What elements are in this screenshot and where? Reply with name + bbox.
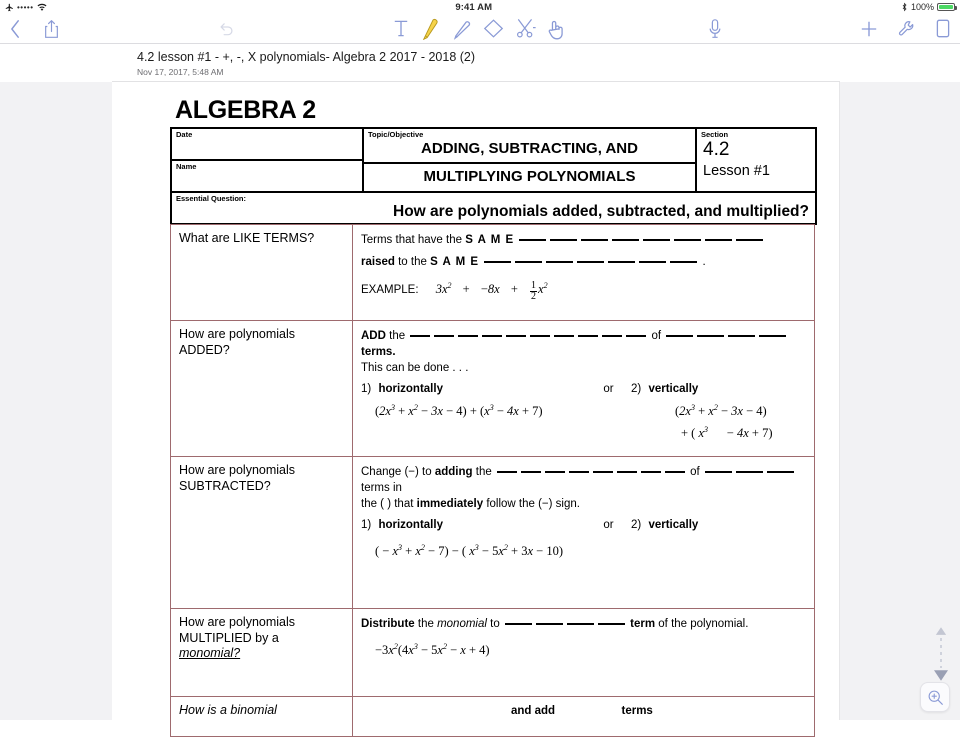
topic-label: Topic/Objective: [368, 130, 424, 139]
added-or: or: [603, 383, 614, 395]
question-text: How is a binomial: [179, 703, 277, 717]
mult-bold: Distribute: [361, 618, 415, 630]
table-row[interactable]: [171, 457, 815, 609]
section-label: Section: [701, 130, 729, 139]
table-row[interactable]: [171, 697, 815, 737]
paper-page[interactable]: [112, 82, 840, 720]
monomial-word: monomial?: [179, 646, 241, 660]
add-of: of: [651, 330, 662, 342]
notes-table: [170, 224, 815, 737]
sub-lead-a: Change (−) to: [361, 466, 432, 478]
zoom-button[interactable]: [920, 682, 950, 712]
section-number: 4.2: [703, 139, 730, 160]
wrench-icon[interactable]: [898, 20, 916, 38]
name-label: Name: [176, 162, 197, 171]
sub-option-1: [361, 517, 586, 533]
table-row[interactable]: [171, 609, 815, 697]
question-text: How are polynomials: [179, 463, 296, 477]
added-option-1: [361, 381, 586, 397]
blank-group-2: [664, 330, 788, 342]
like-terms-example: [361, 278, 806, 302]
page-navigator[interactable]: [934, 627, 948, 681]
question-text: What are LIKE TERMS?: [179, 231, 315, 245]
opt1-label: horizontally: [378, 383, 443, 395]
question-cell-subtracted: [171, 457, 353, 609]
sub-lead: [361, 463, 806, 496]
toolbar-left-group: [0, 19, 60, 39]
sub-of: of: [690, 466, 700, 478]
document-header: [112, 44, 840, 82]
status-bar: [0, 0, 960, 14]
sub-expr-horizontal: ( − $x^3 + x^2 - 7$) − ( $x^3 - 5x^2 + 3x - 10$): [375, 543, 563, 559]
essential-question-label: Essential Question:: [176, 194, 247, 203]
name-cell[interactable]: [171, 160, 363, 192]
page-icon[interactable]: [936, 19, 950, 38]
back-chevron-icon[interactable]: [10, 19, 21, 39]
blank-group: [517, 234, 765, 246]
bluetooth-icon: [901, 2, 908, 12]
question-cell-binomial: [171, 697, 353, 737]
course-title: ALGEBRA 2: [175, 96, 316, 124]
added-subnote: This can be done . . .: [361, 362, 469, 374]
status-bar-left: [5, 3, 47, 12]
status-bar-right: [901, 2, 955, 12]
status-bar-time: 9:41 AM: [455, 1, 493, 13]
info-table: [170, 127, 817, 225]
date-label: Date: [176, 130, 193, 139]
mult-b: to: [490, 618, 500, 630]
essential-question-text: How are polynomials added, subtracted, and multiplied?: [393, 203, 809, 220]
toolbar-right-group: [860, 19, 950, 38]
section-cell: [696, 128, 816, 192]
plus-icon[interactable]: [860, 20, 878, 38]
question-text-2: MULTIPLIED by a: [179, 630, 279, 645]
opt2-label: vertically: [648, 519, 699, 531]
add-end: terms.: [361, 346, 396, 358]
lt-l1-a: Terms that have the: [361, 234, 462, 246]
question-text-2: SUBTRACTED?: [179, 478, 271, 493]
undo-icon[interactable]: [218, 20, 235, 37]
magnifier-plus-icon: [927, 689, 944, 706]
added-expr-horizontal: $(2x^3 + x^2 - 3x - 4) + (x^3 - 4x + 7)$: [375, 403, 543, 419]
question-cell-like-terms: [171, 225, 353, 321]
mult-lead: [361, 615, 806, 632]
blank-group: [503, 618, 630, 630]
question-cell-multiplied: [171, 609, 353, 697]
added-vert-line-2: + ( $x^3$ − 4x + 7): [681, 425, 773, 441]
sub-l2-bold: immediately: [416, 498, 484, 510]
sub-lead-bold: adding: [434, 466, 473, 478]
document-date: Nov 17, 2017, 5:48 AM: [137, 67, 224, 77]
add-bold: ADD: [361, 330, 386, 342]
answer-cell-subtracted[interactable]: [353, 457, 815, 609]
opt2-label: vertically: [648, 383, 699, 395]
opt1-num: 1): [361, 383, 372, 395]
page-canvas[interactable]: [0, 82, 960, 720]
lt-l1-b: S A M E: [465, 234, 515, 246]
blank-group: [482, 256, 702, 268]
page-down-icon[interactable]: [934, 670, 948, 681]
hand-tool-icon[interactable]: [547, 18, 567, 40]
sub-lead-b: the: [475, 466, 492, 478]
answer-cell-added[interactable]: [353, 321, 815, 457]
text-tool-icon[interactable]: [393, 18, 409, 39]
binomial-partial-a: and add: [511, 705, 556, 717]
blank-group-2: [703, 466, 796, 478]
scroll-track-icon[interactable]: [939, 638, 943, 668]
lesson-number: Lesson #1: [703, 163, 770, 179]
battery-icon: [937, 3, 955, 11]
scissors-tool-icon[interactable]: [516, 18, 536, 39]
pen-tool-icon[interactable]: [452, 18, 472, 40]
opt2-num: 2): [631, 383, 642, 395]
table-row[interactable]: [171, 321, 815, 457]
mult-term: term: [630, 618, 656, 630]
added-options: [361, 381, 806, 397]
opt1-label: horizontally: [378, 519, 443, 531]
app-toolbar: [0, 14, 960, 44]
added-vert-line-1: $(2x^3 + x^2 - 3x - 4)$: [675, 403, 767, 419]
answer-cell-like-terms[interactable]: [353, 225, 815, 321]
like-terms-line-1: [361, 231, 806, 248]
opt1-num: 1): [361, 519, 372, 531]
topic-cell: [363, 128, 696, 192]
page-up-icon[interactable]: [935, 627, 947, 636]
blank-group: [408, 330, 651, 342]
question-text-2: ADDED?: [179, 342, 230, 357]
sub-end: terms in: [361, 482, 402, 494]
question-text-3: [179, 646, 344, 662]
toolbar-tools-group: [393, 17, 568, 40]
add-mid: the: [389, 330, 406, 342]
question-text: How are polynomials: [179, 327, 296, 341]
lt-l2-b: to the: [398, 256, 427, 268]
sub-option-2: [631, 517, 806, 533]
document-title: 4.2 lesson #1 - +, -, X polynomials- Algebra 2 2017 - 2018 (2): [137, 50, 476, 64]
essential-question-cell: [171, 192, 816, 224]
mult-a: the: [417, 618, 434, 630]
blank-group: [495, 466, 690, 478]
sub-line-2: [361, 496, 806, 512]
mult-it: monomial: [437, 618, 487, 630]
sub-or: or: [603, 519, 614, 531]
example-expression: $3x^2 + -8x$ + $\frac{1}{2}$ $x^2$: [435, 280, 548, 303]
battery-percent: 100%: [910, 2, 934, 12]
airplane-icon: [5, 3, 14, 12]
added-lead: [361, 327, 806, 360]
like-terms-line-2: raised to the S A M E .: [361, 253, 806, 270]
table-row[interactable]: [171, 225, 815, 321]
binomial-partial-b: terms: [621, 705, 653, 717]
microphone-icon[interactable]: [708, 18, 722, 40]
question-text: How are polynomials: [179, 615, 296, 629]
lt-l2-a: raised: [361, 256, 395, 268]
topic-line-2: MULTIPLYING POLYNOMIALS: [364, 162, 695, 188]
worksheet: [170, 96, 820, 737]
added-expressions: [361, 403, 806, 441]
mult-end: of the polynomial.: [658, 618, 749, 630]
sub-options: [361, 517, 806, 533]
added-option-2: [631, 381, 806, 397]
sub-l2-a: the ( ) that: [361, 498, 414, 510]
sub-l2-b: follow the (−) sign.: [486, 498, 580, 510]
example-label: EXAMPLE:: [361, 284, 419, 297]
signal-dots: •••••: [17, 2, 34, 12]
lt-l2-c: S A M E: [430, 256, 480, 268]
mult-expression: $-3x^2(4x^3 - 5x^2 - x + 4)$: [375, 642, 490, 658]
wifi-icon: [37, 3, 47, 12]
binomial-partial: [361, 703, 806, 719]
date-cell[interactable]: [171, 128, 363, 160]
added-expr-vertical: [631, 403, 806, 441]
share-icon[interactable]: [43, 19, 60, 39]
question-cell-added: [171, 321, 353, 457]
eraser-tool-icon[interactable]: [483, 18, 504, 39]
answer-cell-binomial[interactable]: [353, 697, 815, 737]
highlighter-tool-icon[interactable]: [420, 17, 440, 40]
answer-cell-multiplied[interactable]: [353, 609, 815, 697]
topic-line-1: ADDING, SUBTRACTING, AND: [421, 140, 638, 157]
opt2-num: 2): [631, 519, 642, 531]
